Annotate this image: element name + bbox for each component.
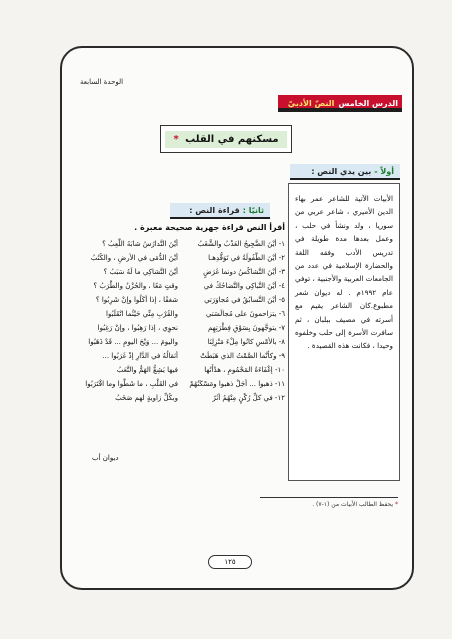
section-one-label: بين يدي النص : [311,166,372,176]
intro-paragraph: الأبيات الآتية للشاعر عمر بهاء الدين الأميري ، شاعر عربي من سوريا ، ولد ونشأ في حلب ، وعمل بعدها مدة طويلة في تدريس الأدب وفقه اللغة والحضارة الإسلامية في عدد من الجامعات العربية والأجنبية ، توفي عام ١٩٩٢م . له ديوان شعر مطبوع.كان الشاعر يقيم مع أسرته في مصيف ببلبان ، ثم سافرت الأسرة إلى حلب وخلفوه وحيدا ، فكانت هذه القصيدة . [295,194,394,351]
verse-second-half: وقتٍ مَعًا ، والحُزْنُ والطَّرَبُ ؟ [93,282,178,290]
verse-first-half: ٧- يتوجَّهونَ بِسَوْقِ فِطْرَتِهِم [208,324,285,332]
page-number: ١٢٥ [208,555,252,569]
lesson-title-box [160,125,292,153]
section-one-heading [290,164,400,178]
section-one-underline [290,178,400,180]
poem-verse [80,308,285,322]
lesson-title [165,131,286,148]
poem-verse [80,266,285,280]
poem-verse [80,238,285,252]
verse-first-half: ٤- أيْنَ التَّباكِي والتَّضاحُكُ في [203,282,285,290]
verse-second-half: أيْنَ الدُّمَى في الأرضِ ، والكُتُبُ [90,254,178,262]
title-footnote-star: * [173,133,179,145]
verse-second-half: في القَلْبِ ، ما شَطُّوا وما اقْتَرَبُوا [85,380,178,388]
verse-first-half: ٩- وكأنَّما الصَّمْتُ الذي هَبَطَتْ [200,352,285,360]
section-two-underline [170,217,270,219]
verse-first-half: ١١- ذهبوا ... أجَلْ ذهبوا ومَسْكَنُهُمْ [189,380,285,388]
lesson-title-text: مسكنهم في القلب [185,133,279,145]
verse-first-half: ١- أيْنَ الضَّجِيجُ العَذْبُ والشَّغَبُ [197,240,285,248]
lesson-number: الدرس الخامس [338,98,398,108]
verse-second-half: واليومَ ... وَيْحَ اليومِ ... قَدْ ذَهَبُوا [88,338,178,346]
poem-verse [80,350,285,364]
footnote-text: يحفظ الطالب الأبيات من (١-٧) . [312,501,394,508]
verse-second-half: أيْنَ التَّشاكِي ما لَهُ سَبَبُ ؟ [103,268,178,276]
reading-instruction: أقرأ النص قراءة جهرية صحيحة معبرة . [134,223,285,232]
poem-verse [80,392,285,406]
verse-first-half: ٦- يتزاحمونَ على مُجالَسَتي [205,310,285,318]
verse-second-half: أثقالُهُ في الدَّارِ إذْ غَرَبُوا ... [102,352,178,360]
poem-verse [80,280,285,294]
verse-first-half: ١٢- في كلِّ رُكْنٍ مِنْهُمُ أثَرٌ [212,394,285,402]
intro-paragraph-box [288,183,400,481]
poem-verse [80,378,285,392]
poem-verses [80,238,285,438]
footnote [250,501,398,508]
poem-verse [80,336,285,350]
verse-first-half: ٨- بالأمْسِ كانُوا مِلْءَ مَنْزِلِنَا [207,338,285,346]
poem-verse [80,364,285,378]
footnote-separator [260,497,398,498]
verse-first-half: ٣- أيْنَ التَّشاكُسُ دونما غَرَضٍ [203,268,285,276]
lesson-header-underline [278,108,402,112]
section-two-label: قراءة النص : [189,205,240,215]
verse-second-half: نحوِي ، إذا رَهِبُوا ، وإنْ رَغِبُوا [97,324,178,332]
poem-verse [80,294,285,308]
section-two-heading [170,203,270,217]
verse-second-half: وبكُلِّ زاويةٍ لهم صَخَبُ [115,394,178,402]
section-two-number: ثانيًا : [242,205,264,215]
verse-first-half: ٥- أيْنَ التَّسابُقُ في مُجاوَرَتي [204,296,285,304]
lesson-type: النصّ الأدبيّ [287,98,335,108]
verse-first-half: ٢- أيْنَ الطُّفُولَةُ في تَوَقُّدِهـا [208,254,285,262]
verse-second-half: فيها يَشِعُّ الهَمُّ والتَّعَبُ [116,366,178,374]
poem-source: ديوان أب [92,454,119,462]
footnote-star: * [395,501,398,508]
poem-verse [80,322,285,336]
unit-label: الوحدة السابعة [80,78,124,86]
verse-second-half: والقُرْبِ مِنِّي حَيْثُما انْقَلَبُوا [106,310,178,318]
verse-second-half: شغفًا ، إذا أكَلُوا وإنْ شَرِبُوا ؟ [95,296,178,304]
section-one-number: أولاً - [374,166,394,176]
verse-first-half: ١٠- إغْفَاءَةُ المَحْمُومِ ، هدْأَتُها [204,366,285,374]
poem-verse [80,252,285,266]
verse-second-half: أيْنَ التَّدارُسُ شابَهُ اللَّعِبُ ؟ [102,240,178,248]
